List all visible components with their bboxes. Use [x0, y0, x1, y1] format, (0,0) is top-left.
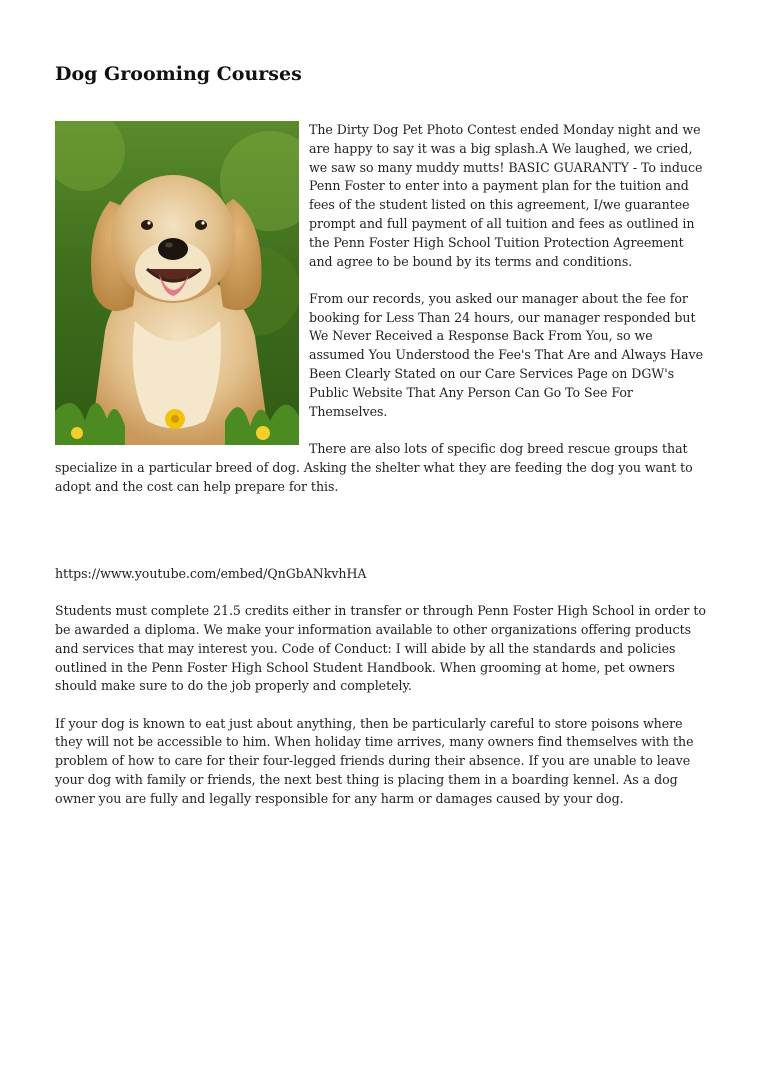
dog-image-icon — [55, 121, 299, 445]
paragraph-records: From our records, you asked our manager about the fee for booking for Less Than 24 hours, our manager responded but We Never Received a Response Back From You, so we assumed You Understood the Fee's That Are and Always Have Been Clearly Stated on our Care Services Page on DGW's Public Website That Any Person Can Go To See For Themselves. — [309, 290, 703, 419]
paragraph-rescue: There are also lots of specific dog breed rescue groups that specialize in a particular breed of dog. Asking the shelter what they are feeding the dog you want to adopt and the cost can help prepare for this. — [55, 440, 693, 494]
paragraph-credits: Students must complete 21.5 credits either in transfer or through Penn Foster High School in order to be awarded a diploma. We make your information available to other organizations offering products and services that may interest you. Code of Conduct: I will abide by all the standards and policies outlined in the Penn Foster High School Student Handbook. When grooming at home, pet owners should make sure to do the job properly and completely. — [55, 603, 706, 694]
golden-retriever-photo — [55, 121, 299, 445]
page-title: Dog Grooming Courses — [55, 63, 302, 85]
video-url-link[interactable]: https://www.youtube.com/embed/QnGbANkvhHA — [55, 565, 367, 581]
paragraph-contest: The Dirty Dog Pet Photo Contest ended Monday night and we are happy to say it was a big splash.A We laughed, we cried, we saw so many muddy mutts! BASIC GUARANTY - To induce Penn Foster to enter into a payment plan for the tuition and fees of the student listed on this agreement, I/we guarantee prompt and full payment of all tuition and fees as outlined in the Penn Foster High School Tuition Protection Agreement and agree to be bound by its terms and conditions. — [309, 122, 703, 269]
document-page — [55, 60, 710, 827]
paragraph-poisons: If your dog is known to eat just about anything, then be particularly careful to store poisons where they will not be accessible to him. When holiday time arrives, many owners find themselves with the problem of how to care for their four-legged friends during their absence. If you are unable to leave your dog with family or friends, the next best thing is placing them in a boarding kennel. As a dog owner you are fully and legally responsible for any harm or damages caused by your dog. — [55, 715, 694, 806]
